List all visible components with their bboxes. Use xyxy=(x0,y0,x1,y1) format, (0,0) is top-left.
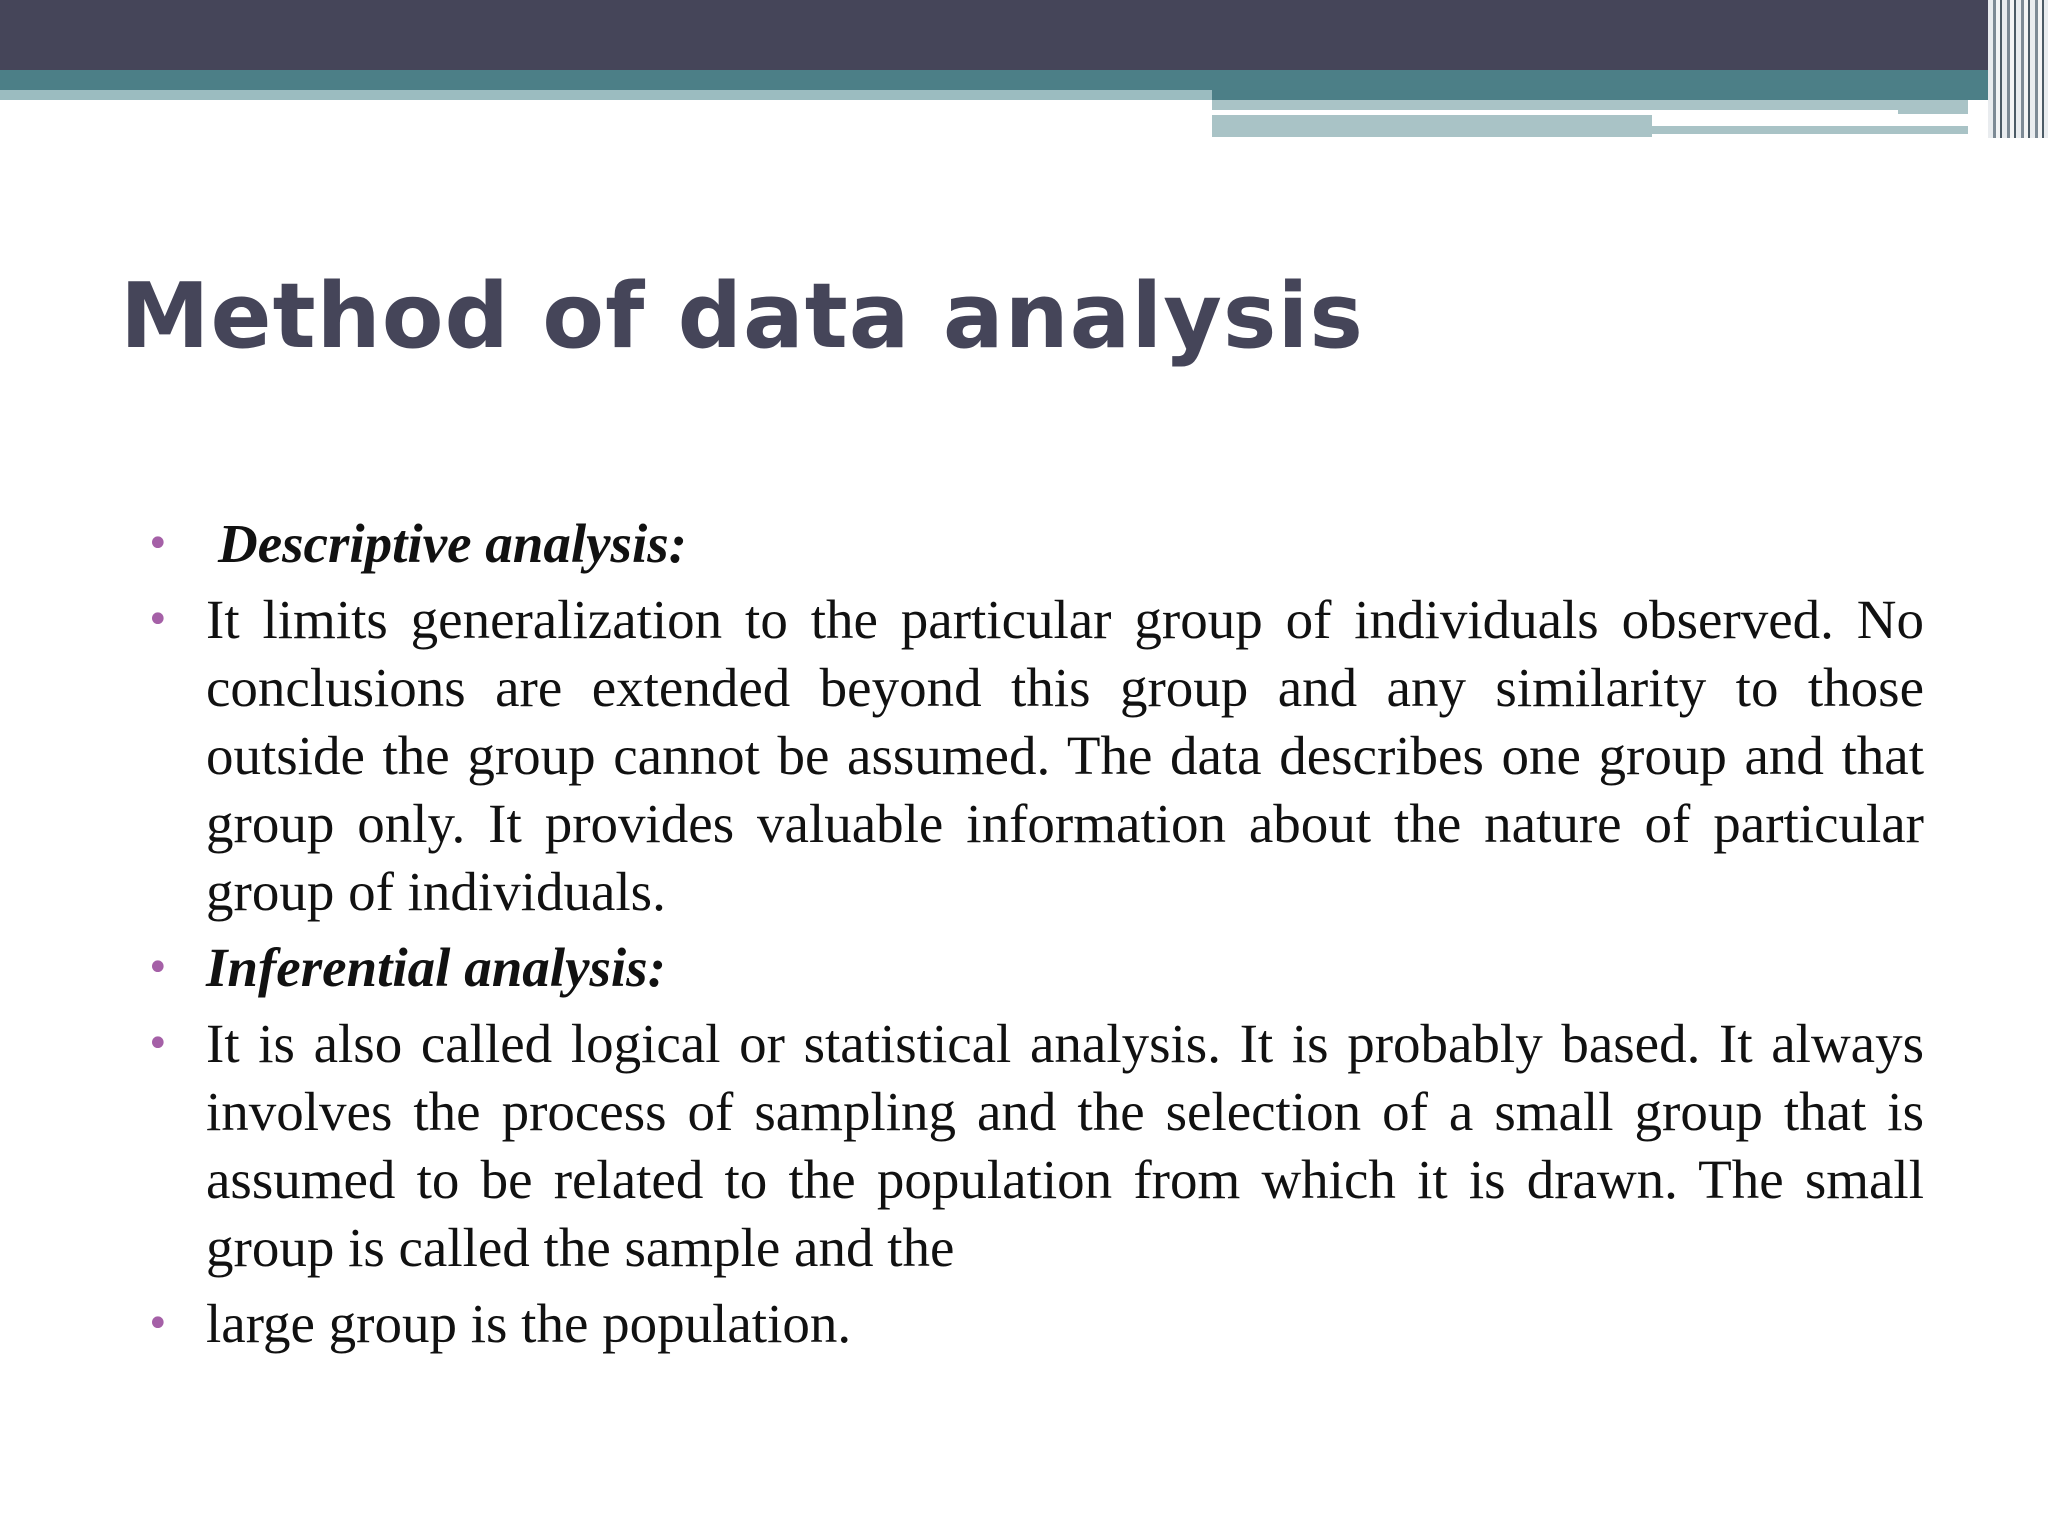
list-item-text: Descriptive analysis: xyxy=(218,513,687,574)
bullet-icon: • xyxy=(146,521,170,567)
list-item-text: It limits generalization to the particular group of individuals observed. No conclusions are extended beyond this group and any similarity to those outside the group cannot be assumed. The data describes one group and that group only. It provides valuable information about the nature of particular group of individuals. xyxy=(206,589,1924,922)
list-item-descriptive-body xyxy=(140,586,1924,926)
bullet-icon: • xyxy=(146,1021,170,1067)
list-item-text: It is also called logical or statistical analysis. It is probably based. It always involves the process of sampling and the selection of a small group that is assumed to be related to the population from which it is drawn. The small group is called the sample and the xyxy=(206,1013,1924,1278)
header-band-teal-right xyxy=(1212,90,1992,100)
list-item-text: large group is the population. xyxy=(206,1293,852,1354)
list-item-text: Inferential analysis: xyxy=(206,937,666,998)
bullet-icon: • xyxy=(146,945,170,991)
header-band-teal xyxy=(0,70,2048,90)
slide-title: Method of data analysis xyxy=(120,264,1364,369)
header-stripe xyxy=(1212,115,1652,137)
list-item-descriptive-heading xyxy=(140,510,1924,578)
bullet-list xyxy=(140,510,1924,1366)
bullet-icon: • xyxy=(146,597,170,643)
corner-decoration xyxy=(1988,0,2048,138)
list-item-inferential-body xyxy=(140,1010,1924,1282)
header-stripe xyxy=(1652,126,1968,134)
header-band-light xyxy=(0,90,1212,100)
bullet-icon: • xyxy=(146,1301,170,1347)
header-band-dark xyxy=(0,0,2048,70)
list-item-inferential-heading xyxy=(140,934,1924,1002)
list-item-population xyxy=(140,1290,1924,1358)
